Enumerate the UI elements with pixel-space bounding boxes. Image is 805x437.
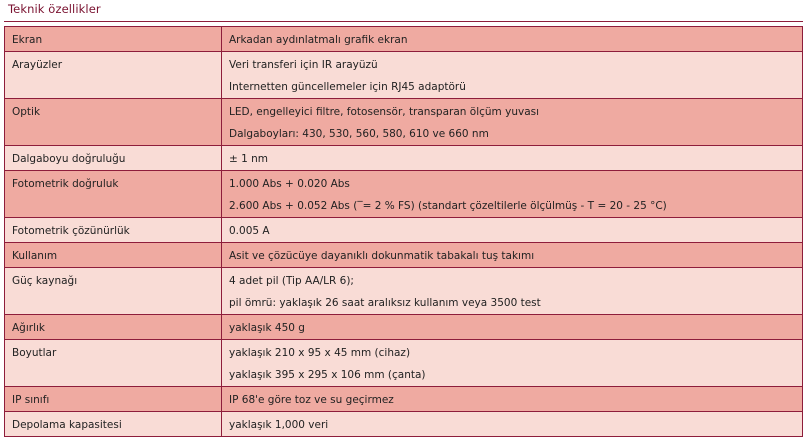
spec-value <box>222 340 803 387</box>
spec-key: Boyutlar <box>5 340 222 387</box>
spec-value <box>222 387 803 412</box>
spec-value-line: ± 1 nm <box>229 153 269 165</box>
table-row <box>5 146 803 171</box>
table-row <box>5 218 803 243</box>
table-row <box>5 387 803 412</box>
table-row <box>5 52 803 99</box>
spec-value-line: pil ömrü: yaklaşık 26 saat aralıksız kullanım veya 3500 test <box>229 297 541 309</box>
spec-value-line: 0.005 A <box>229 225 270 237</box>
spec-value-line: 4 adet pil (Tip AA/LR 6); <box>229 275 354 287</box>
spec-value-line: LED, engelleyici filtre, fotosensör, transparan ölçüm yuvası <box>229 106 540 118</box>
spec-key: Dalgaboyu doğruluğu <box>5 146 222 171</box>
spec-value <box>222 218 803 243</box>
spec-value-line: IP 68'e göre toz ve su geçirmez <box>229 394 394 406</box>
spec-value-line: Arkadan aydınlatmalı grafik ekran <box>229 34 408 46</box>
spec-key: Depolama kapasitesi <box>5 412 222 437</box>
table-row <box>5 171 803 218</box>
spec-value <box>222 52 803 99</box>
spec-table <box>4 26 803 437</box>
spec-value-line: 1.000 Abs + 0.020 Abs <box>229 178 350 190</box>
spec-value <box>222 27 803 52</box>
spec-value-line: yaklaşık 395 x 295 x 106 mm (çanta) <box>229 369 426 381</box>
table-row <box>5 412 803 437</box>
table-row <box>5 99 803 146</box>
spec-value <box>222 268 803 315</box>
spec-key: Ekran <box>5 27 222 52</box>
spec-value <box>222 243 803 268</box>
table-row <box>5 268 803 315</box>
section-title: Teknik özellikler <box>8 2 101 16</box>
spec-value-line: Dalgaboyları: 430, 530, 560, 580, 610 ve 660 nm <box>229 128 489 140</box>
spec-key: Arayüzler <box>5 52 222 99</box>
spec-value <box>222 315 803 340</box>
spec-value-line: yaklaşık 210 x 95 x 45 mm (cihaz) <box>229 347 411 359</box>
spec-value-line: Internetten güncellemeler için RJ45 adaptörü <box>229 81 466 93</box>
title-divider <box>4 21 803 22</box>
spec-value <box>222 99 803 146</box>
spec-key: Fotometrik doğruluk <box>5 171 222 218</box>
spec-value <box>222 412 803 437</box>
spec-key: Güç kaynağı <box>5 268 222 315</box>
spec-key: Ağırlık <box>5 315 222 340</box>
spec-value-line: Asit ve çözücüye dayanıklı dokunmatik tabakalı tuş takımı <box>229 250 535 262</box>
spec-value-line: Veri transferi için IR arayüzü <box>229 59 378 71</box>
spec-key: Kullanım <box>5 243 222 268</box>
table-row <box>5 315 803 340</box>
spec-value-line: yaklaşık 450 g <box>229 322 305 334</box>
spec-key: Optik <box>5 99 222 146</box>
spec-key: Fotometrik çözünürlük <box>5 218 222 243</box>
table-row <box>5 27 803 52</box>
spec-value-line: yaklaşık 1,000 veri <box>229 419 329 431</box>
spec-value <box>222 171 803 218</box>
spec-key: IP sınıfı <box>5 387 222 412</box>
table-row <box>5 243 803 268</box>
spec-value-line: 2.600 Abs + 0.052 Abs (‾= 2 % FS) (standart çözeltilerle ölçülmüş - T = 20 - 25 °C) <box>229 200 667 212</box>
table-row <box>5 340 803 387</box>
spec-value <box>222 146 803 171</box>
